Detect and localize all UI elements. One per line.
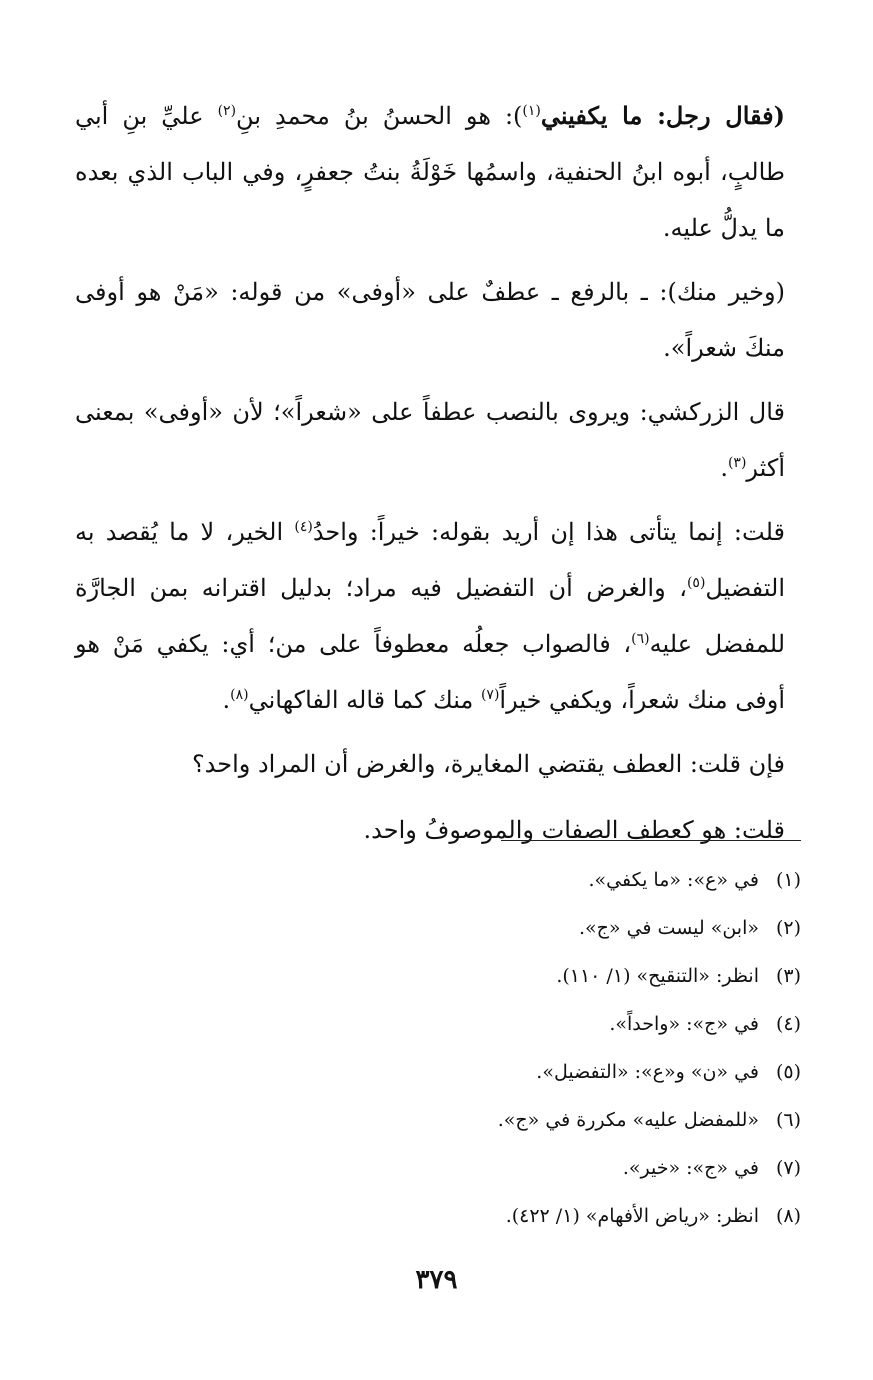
footnote-item-8	[161, 1192, 801, 1240]
para1-text-1: (فقال رجل: ما يكفيني	[540, 101, 785, 130]
footnote-text: في «ع»: «ما يكفي».	[588, 869, 759, 891]
paragraph-3	[75, 384, 785, 496]
para5-text: فإن قلت: العطف يقتضي المغايرة، والغرض أن المراد واحد؟	[191, 750, 785, 778]
footnotes-list	[161, 856, 801, 1240]
para4-text-4: ، فالصواب جعلُه معطوفاً على من؛ أي: يكفي مَنْ هو أوفى منك شعراً، ويكفي خيراً	[75, 630, 785, 714]
para4-text-2: الخير، لا ما يُقصد به التفضيل	[75, 518, 785, 602]
footnote-number: (٥)	[775, 1061, 801, 1083]
footnote-number: (٤)	[775, 1013, 801, 1035]
main-text	[75, 88, 785, 868]
footnote-item-3	[161, 952, 801, 1000]
footnote-number: (٧)	[775, 1157, 801, 1179]
footnote-number: (٣)	[775, 965, 801, 987]
para3-text-2: .	[720, 454, 728, 482]
footnote-ref-8[interactable]: (٨)	[230, 687, 249, 703]
footnote-text: «ابن» ليست في «ج».	[579, 917, 759, 939]
footnote-item-5	[161, 1048, 801, 1096]
para1-text-2: ): هو الحسنُ بنُ محمدِ بنِ	[236, 102, 523, 130]
para2-text: (وخير منك): ـ بالرفع ـ عطفٌ على «أوفى» من قوله: «مَنْ هو أوفى منكَ شعراً».	[75, 278, 785, 362]
footnote-number: (٦)	[775, 1109, 801, 1131]
footnote-text: في «ج»: «واحداً».	[609, 1013, 759, 1035]
footnote-item-1	[161, 856, 801, 904]
para6-text: قلت: هو كعطف الصفات والموصوفُ واحد.	[363, 816, 785, 844]
para4-text-5: منك كما قاله الفاكهاني	[248, 686, 481, 714]
footnote-text: «للمفضل عليه» مكررة في «ج».	[497, 1109, 759, 1131]
para4-text-3: ، والغرض أن التفضيل فيه مراد؛ بدليل اقترانه بمن الجارَّة للمفضل عليه	[75, 574, 785, 658]
paragraph-4	[75, 504, 785, 728]
para3-text-1: قال الزركشي: ويروى بالنصب عطفاً على «شعراً»؛ لأن «أوفى» بمعنى أكثر	[75, 398, 785, 482]
footnote-ref-1[interactable]: (١)	[522, 103, 541, 119]
footnote-text: انظر: «رياض الأفهام» (١/ ٤٢٢).	[505, 1205, 759, 1227]
footnote-ref-7[interactable]: (٧)	[480, 687, 500, 703]
footnote-number: (١)	[775, 869, 801, 891]
footnote-ref-5[interactable]: (٥)	[686, 575, 706, 591]
footnote-number: (٨)	[775, 1205, 801, 1227]
footnote-ref-3[interactable]: (٣)	[727, 455, 747, 471]
footnote-separator	[501, 840, 801, 841]
footnote-ref-2[interactable]: (٢)	[217, 103, 237, 119]
footnote-item-4	[161, 1000, 801, 1048]
footnote-item-7	[161, 1144, 801, 1192]
para4-text-6: .	[222, 686, 231, 714]
paragraph-5	[75, 736, 785, 792]
footnote-item-2	[161, 904, 801, 952]
footnote-item-6	[161, 1096, 801, 1144]
para4-text-1: قلت: إنما يتأتى هذا إن أريد بقوله: خيراً: واحدُ	[312, 518, 785, 546]
paragraph-1	[75, 88, 785, 256]
footnote-ref-6[interactable]: (٦)	[631, 631, 650, 647]
paragraph-2	[75, 264, 785, 376]
footnote-ref-4[interactable]: (٤)	[294, 519, 313, 535]
paragraph-6	[75, 802, 785, 858]
footnote-text: في «ج»: «خير».	[622, 1157, 759, 1179]
footnote-number: (٢)	[775, 917, 801, 939]
page-number: ٣٧٩	[415, 1265, 458, 1295]
para1-text-3: عليِّ بنِ أبي طالبٍ، أبوه ابنُ الحنفية، واسمُها خَوْلَةُ بنتُ جعفرٍ، وفي الباب الذي بعده ما يدلُّ عليه.	[75, 102, 785, 242]
footnote-text: انظر: «التنقيح» (١/ ١١٠).	[556, 965, 759, 987]
footnote-text: في «ن» و«ع»: «التفضيل».	[536, 1061, 759, 1083]
